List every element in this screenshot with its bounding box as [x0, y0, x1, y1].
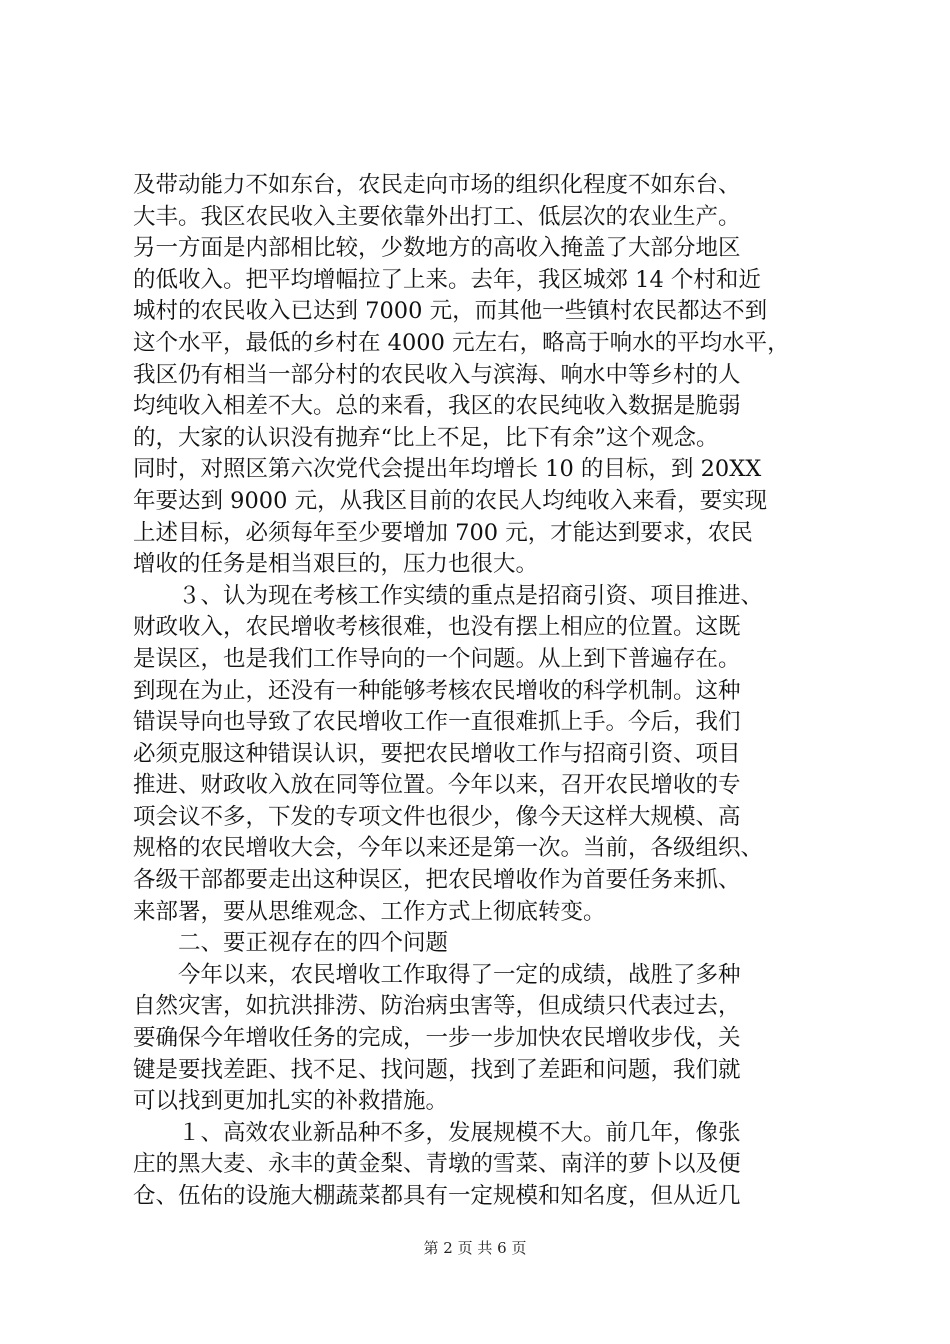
text-line: 我区仍有相当一部分村的农民收入与滨海、响水中等乡村的人: [133, 361, 741, 388]
text-line: ３、认为现在考核工作实绩的重点是招商引资、项目推进、: [133, 582, 764, 609]
text-line: 键是要找差距、找不足、找问题，找到了差距和问题，我们就: [133, 1056, 741, 1083]
text-line: 城村的农民收入已达到 7000 元，而其他一些镇村农民都达不到: [133, 298, 768, 325]
text-line: 自然灾害，如抗洪排涝、防治病虫害等，但成绩只代表过去，: [133, 993, 741, 1020]
text-line: 规格的农民增收大会，今年以来还是第一次。当前，各级组织、: [133, 835, 764, 862]
text-line: 均纯收入相差不大。总的来看，我区的农民纯收入数据是脆弱: [133, 393, 741, 420]
text-line: 项会议不多，下发的专项文件也很少，像今天这样大规模、高: [133, 803, 741, 830]
section-heading: 二、要正视存在的四个问题: [133, 930, 449, 957]
text-line: 仓、伍佑的设施大棚蔬菜都具有一定规模和知名度，但从近几: [133, 1183, 741, 1209]
text-line: 增收的任务是相当艰巨的，压力也很大。: [133, 551, 539, 578]
text-line: 必须克服这种错误认识，要把农民增收工作与招商引资、项目: [133, 740, 741, 767]
text-line: 的，大家的认识没有抛弃“比上不足，比下有余”这个观念。: [133, 424, 719, 451]
body-text: [133, 170, 863, 1213]
text-line: 到现在为止，还没有一种能够考核农民增收的科学机制。这种: [133, 677, 741, 704]
text-line: 可以找到更加扎实的补救措施。: [133, 1088, 449, 1115]
text-line: 错误导向也导致了农民增收工作一直很难抓上手。今后，我们: [133, 709, 741, 736]
text-line: １、高效农业新品种不多，发展规模不大。前几年，像张: [133, 1119, 741, 1146]
text-line: 年要达到 9000 元，从我区目前的农民人均纯收入来看，要实现: [133, 487, 768, 514]
text-line: 的低收入。把平均增幅拉了上来。去年，我区城郊 14 个村和近: [133, 266, 761, 293]
text-line: 另一方面是内部相比较，少数地方的高收入掩盖了大部分地区: [133, 235, 741, 262]
page-number-footer: 第 2 页 共 6 页: [423, 1239, 527, 1257]
text-line: 庄的黑大麦、永丰的黄金梨、青墩的雪菜、南洋的萝卜以及便: [133, 1151, 741, 1178]
text-line: 大丰。我区农民收入主要依靠外出打工、低层次的农业生产。: [133, 203, 741, 230]
text-line: 各级干部都要走出这种误区，把农民增收作为首要任务来抓、: [133, 867, 741, 894]
text-line: 是误区，也是我们工作导向的一个问题。从上到下普遍存在。: [133, 645, 741, 672]
text-line: 要确保今年增收任务的完成，一步一步加快农民增收步伐，关: [133, 1025, 741, 1052]
text-line: 财政收入，农民增收考核很难，也没有摆上相应的位置。这既: [133, 614, 741, 641]
text-line: 这个水平，最低的乡村在 4000 元左右，略高于响水的平均水平，: [133, 329, 790, 356]
text-line: 来部署，要从思维观念、工作方式上彻底转变。: [133, 898, 606, 925]
text-line: 同时，对照区第六次党代会提出年均增长 10 的目标，到 20XX: [133, 456, 762, 483]
text-line: 上述目标，必须每年至少要增加 700 元，才能达到要求，农民: [133, 519, 753, 546]
text-line: 及带动能力不如东台，农民走向市场的组织化程度不如东台、: [133, 172, 741, 198]
text-line: 今年以来，农民增收工作取得了一定的成绩，战胜了多种: [133, 961, 741, 988]
text-line: 推进、财政收入放在同等位置。今年以来，召开农民增收的专: [133, 772, 741, 799]
